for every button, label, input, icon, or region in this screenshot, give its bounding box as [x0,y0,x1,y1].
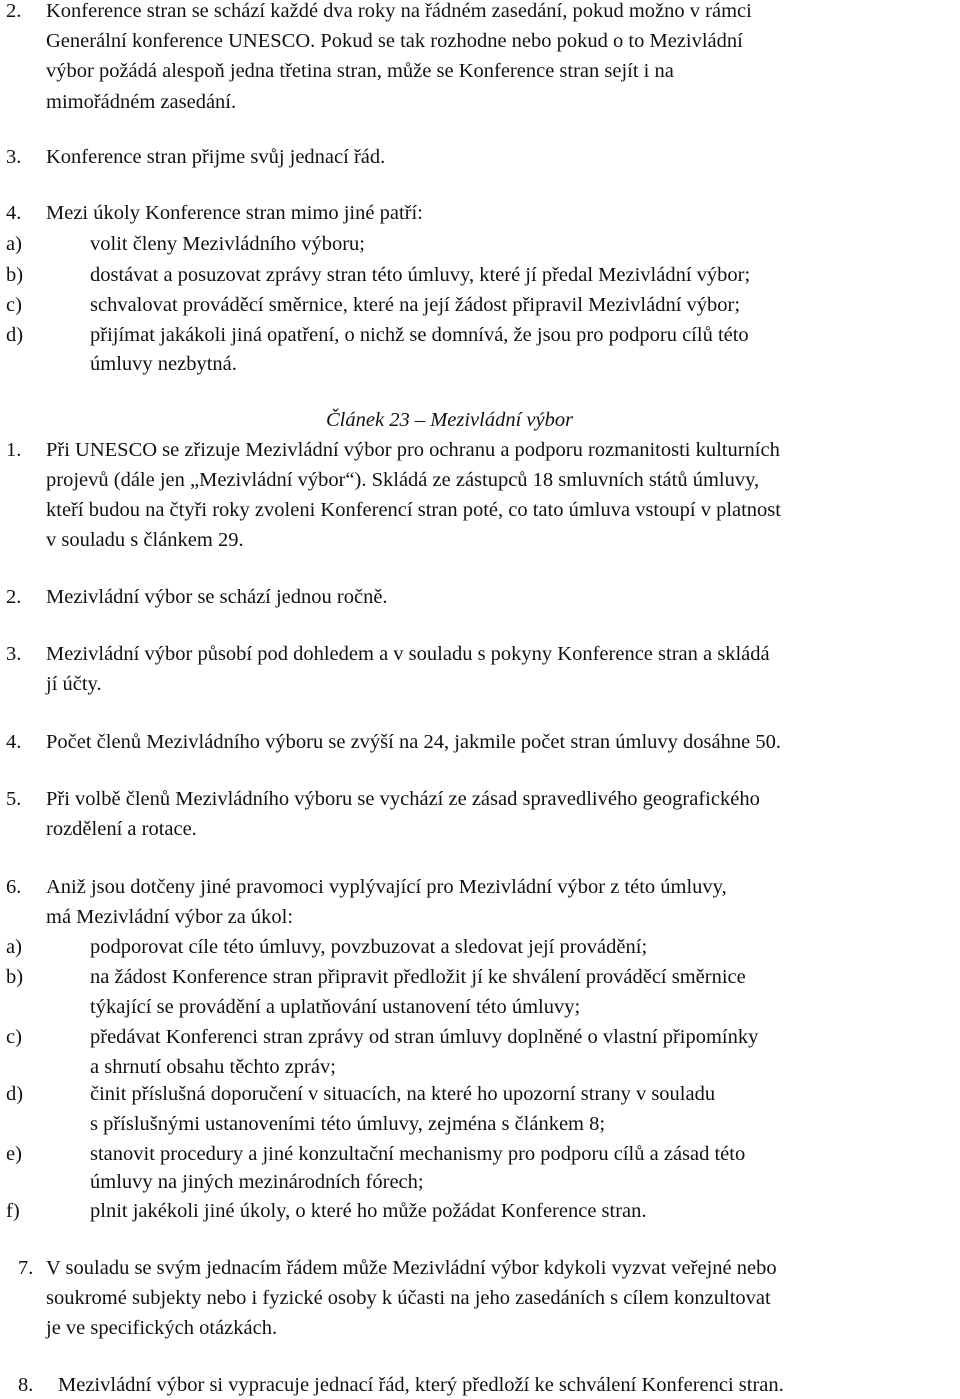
text-line: V souladu se svým jednacím řádem může Mezivládní výbor kdykoli vyzvat veřejné nebo [46,1257,777,1279]
text-line: Mezivládní výbor působí pod dohledem a v souladu s pokyny Konference stran a skládá [46,643,770,665]
item-label: c) [6,294,22,316]
text-line: Při UNESCO se zřizuje Mezivládní výbor pro ochranu a podporu rozmanitosti kulturních [46,439,780,461]
text-line: Konference stran přijme svůj jednací řád. [46,146,386,168]
text-line: předávat Konferenci stran zprávy od stran úmluvy doplněné o vlastní připomínky [90,1026,759,1048]
item-label: a) [6,936,22,958]
paragraph-number: 3. [6,146,22,168]
text-line: v souladu s článkem 29. [46,529,244,551]
text-line: úmluvy nezbytná. [90,353,237,375]
text-line: je ve specifických otázkách. [46,1317,278,1339]
text-line: výbor požádá alespoň jedna třetina stran, může se Konference stran sejít i na [46,60,674,82]
text-line: Mezivládní výbor se schází jednou ročně. [46,586,388,608]
item-label: d) [6,1083,24,1105]
paragraph-number: 6. [6,876,22,898]
text-line: s příslušnými ustanoveními této úmluvy, zejména s článkem 8; [90,1113,606,1135]
text-line: mimořádném zasedání. [46,91,237,113]
text-line: Konference stran se schází každé dva roky na řádném zasedání, pokud možno v rámci [46,0,752,22]
text-line: dostávat a posuzovat zprávy stran této úmluvy, které jí předal Mezivládní výbor; [90,264,751,286]
text-line: a shrnutí obsahu těchto zpráv; [90,1056,336,1078]
text-line: schvalovat prováděcí směrnice, které na její žádost připravil Mezivládní výbor; [90,294,741,316]
item-label: c) [6,1026,22,1048]
paragraph-number: 2. [6,0,22,22]
text-line: na žádost Konference stran připravit předložit jí ke shválení prováděcí směrnice [90,966,746,988]
text-line: Počet členů Mezivládního výboru se zvýší na 24, jakmile počet stran úmluvy dosáhne 50. [46,731,781,753]
paragraph-number: 8. [18,1374,34,1396]
paragraph-number: 4. [6,731,22,753]
item-label: f) [6,1200,20,1222]
text-line: Mezi úkoly Konference stran mimo jiné patří: [46,202,423,224]
item-label: a) [6,233,22,255]
item-label: e) [6,1143,22,1165]
paragraph-number: 5. [6,788,22,810]
item-label: d) [6,324,24,346]
text-line: rozdělení a rotace. [46,818,197,840]
text-line: podporovat cíle této úmluvy, povzbuzovat a sledovat její provádění; [90,936,648,958]
paragraph-number: 2. [6,586,22,608]
text-line: plnit jakékoli jiné úkoly, o které ho může požádat Konference stran. [90,1200,647,1222]
text-line: Mezivládní výbor si vypracuje jednací řád, který předloží ke schválení Konferenci stran. [58,1374,784,1396]
text-line: Aniž jsou dotčeny jiné pravomoci vyplývající pro Mezivládní výbor z této úmluvy, [46,876,727,898]
text-line: projevů (dále jen „Mezivládní výbor“). Skládá ze zástupců 18 smluvních států úmluvy, [46,469,760,491]
text-line: jí účty. [46,673,102,695]
text-line: soukromé subjekty nebo i fyzické osoby k účasti na jeho zasedáních s cílem konzultovat [46,1287,771,1309]
text-line: Generální konference UNESCO. Pokud se tak rozhodne nebo pokud o to Mezivládní [46,30,743,52]
paragraph-number: 4. [6,202,22,224]
paragraph-number: 1. [6,439,22,461]
text-line: má Mezivládní výbor za úkol: [46,906,294,928]
text-line: volit členy Mezivládního výboru; [90,233,365,255]
text-line: Při volbě členů Mezivládního výboru se vychází ze zásad spravedlivého geografického [46,788,760,810]
text-line: úmluvy na jiných mezinárodních fórech; [90,1171,424,1193]
paragraph-number: 7. [18,1257,34,1279]
item-label: b) [6,264,24,286]
text-line: činit příslušná doporučení v situacích, na které ho upozorní strany v souladu [90,1083,716,1105]
item-label: b) [6,966,24,988]
paragraph-number: 3. [6,643,22,665]
text-line: přijímat jakákoli jiná opatření, o nichž se domnívá, že jsou pro podporu cílů této [90,324,749,346]
text-line: týkající se provádění a uplatňování ustanovení této úmluvy; [90,996,581,1018]
article-heading: Článek 23 – Mezivládní výbor [326,409,574,431]
text-line: stanovit procedury a jiné konzultační mechanismy pro podporu cílů a zásad této [90,1143,746,1165]
text-line: kteří budou na čtyři roky zvoleni Konferencí stran poté, co tato úmluva vstoupí v platnost [46,499,781,521]
